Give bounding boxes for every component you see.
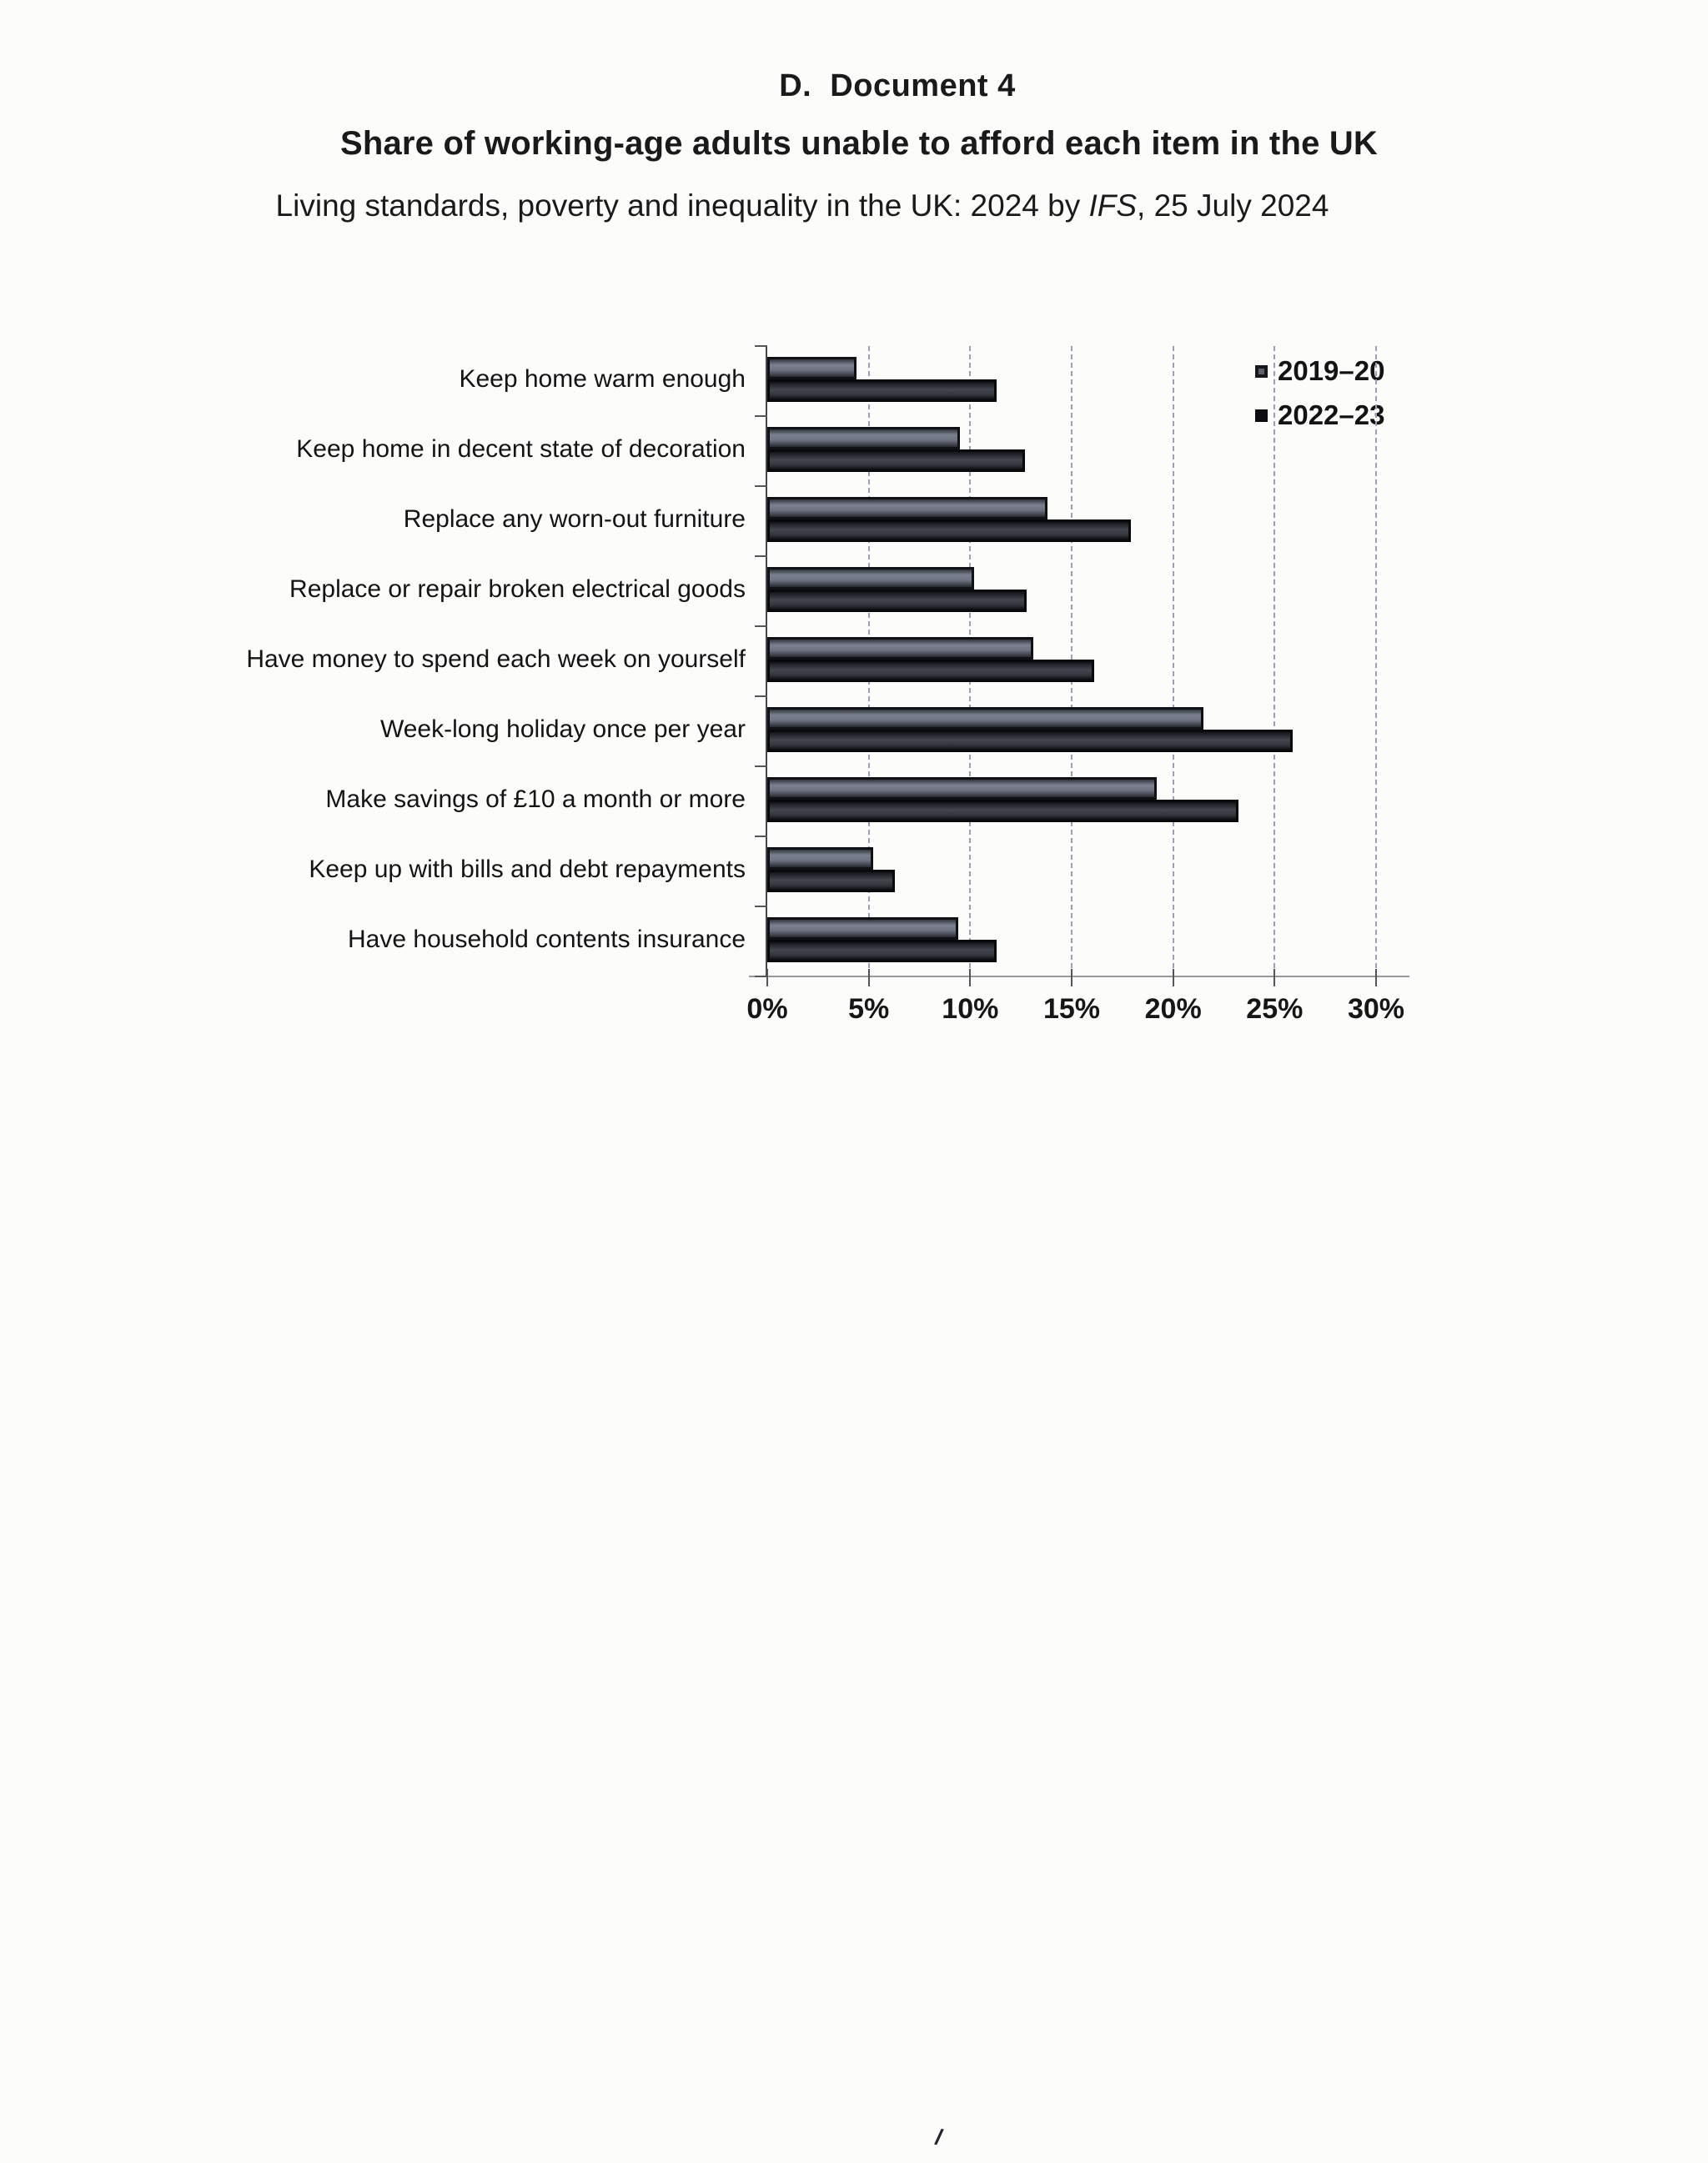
x-tick-label: 10% — [942, 993, 999, 1025]
chart-subtitle — [0, 188, 1656, 223]
chart-title: Share of working-age adults unable to afford each item in the UK — [339, 125, 1379, 162]
y-axis-tick — [755, 836, 767, 837]
x-tick-label: 5% — [848, 993, 890, 1025]
bar-2022-23 — [767, 940, 997, 962]
bar-2019-20 — [767, 917, 958, 940]
y-axis-tick — [755, 976, 767, 977]
category-label: Keep home in decent state of decoration — [296, 435, 746, 463]
x-tick-label: 0% — [746, 993, 788, 1025]
category-label: Replace or repair broken electrical goods — [289, 575, 746, 603]
bar-2019-20 — [767, 707, 1203, 730]
bar-2022-23 — [767, 379, 997, 402]
bar-row — [767, 696, 1376, 766]
bar-2019-20 — [767, 637, 1033, 660]
bar-2022-23 — [767, 730, 1293, 752]
footer-mark: / — [932, 2124, 946, 2150]
x-tick-label: 20% — [1144, 993, 1202, 1025]
y-axis-tick — [755, 695, 767, 697]
legend-label: 2019–20 — [1278, 355, 1385, 386]
bar-2019-20 — [767, 357, 857, 379]
y-axis-tick — [755, 906, 767, 907]
bar-row — [767, 346, 1376, 416]
bar-2019-20 — [767, 427, 960, 449]
category-label: Replace any worn-out furniture — [403, 505, 746, 533]
y-axis-tick — [755, 765, 767, 767]
bar-2022-23 — [767, 660, 1094, 682]
x-tick-label: 30% — [1347, 993, 1405, 1025]
category-label: Keep up with bills and debt repayments — [309, 856, 746, 883]
bar-2019-20 — [767, 497, 1047, 519]
bar-row — [767, 626, 1376, 696]
bar-chart — [0, 346, 1708, 1097]
bar-2022-23 — [767, 519, 1131, 542]
category-label: Keep home warm enough — [459, 365, 746, 393]
bar-row — [767, 906, 1376, 976]
bar-2019-20 — [767, 567, 974, 590]
bar-row — [767, 556, 1376, 626]
category-label: Have household contents insurance — [348, 926, 746, 953]
bar-2022-23 — [767, 590, 1027, 612]
y-axis-tick — [755, 555, 767, 557]
bar-2022-23 — [767, 870, 895, 892]
subtitle-source: IFS — [1088, 188, 1138, 223]
bar-2022-23 — [767, 449, 1025, 472]
subtitle-suffix: , 25 July 2024 — [1137, 188, 1329, 223]
y-axis-tick — [755, 345, 767, 347]
category-label: Have money to spend each week on yourself — [246, 645, 746, 673]
y-axis-tick — [755, 485, 767, 487]
legend-label: 2022–23 — [1278, 399, 1385, 430]
x-tick-label: 25% — [1246, 993, 1304, 1025]
bar-row — [767, 416, 1376, 486]
category-axis — [0, 346, 746, 976]
bar-row — [767, 486, 1376, 556]
plot-area — [746, 346, 1405, 1025]
y-axis-tick — [755, 415, 767, 417]
document-label: D. Document 4 — [779, 68, 1016, 103]
y-axis-tick — [755, 625, 767, 627]
bar-2019-20 — [767, 777, 1157, 800]
bar-2019-20 — [767, 847, 873, 870]
category-label: Make savings of £10 a month or more — [325, 785, 746, 813]
bar-row — [767, 766, 1376, 836]
bar-row — [767, 836, 1376, 906]
category-label: Week-long holiday once per year — [379, 715, 746, 743]
bar-2022-23 — [767, 800, 1238, 822]
subtitle-prefix: Living standards, poverty and inequality in the UK: 2024 by — [275, 188, 1089, 223]
x-tick-label: 15% — [1042, 993, 1101, 1025]
